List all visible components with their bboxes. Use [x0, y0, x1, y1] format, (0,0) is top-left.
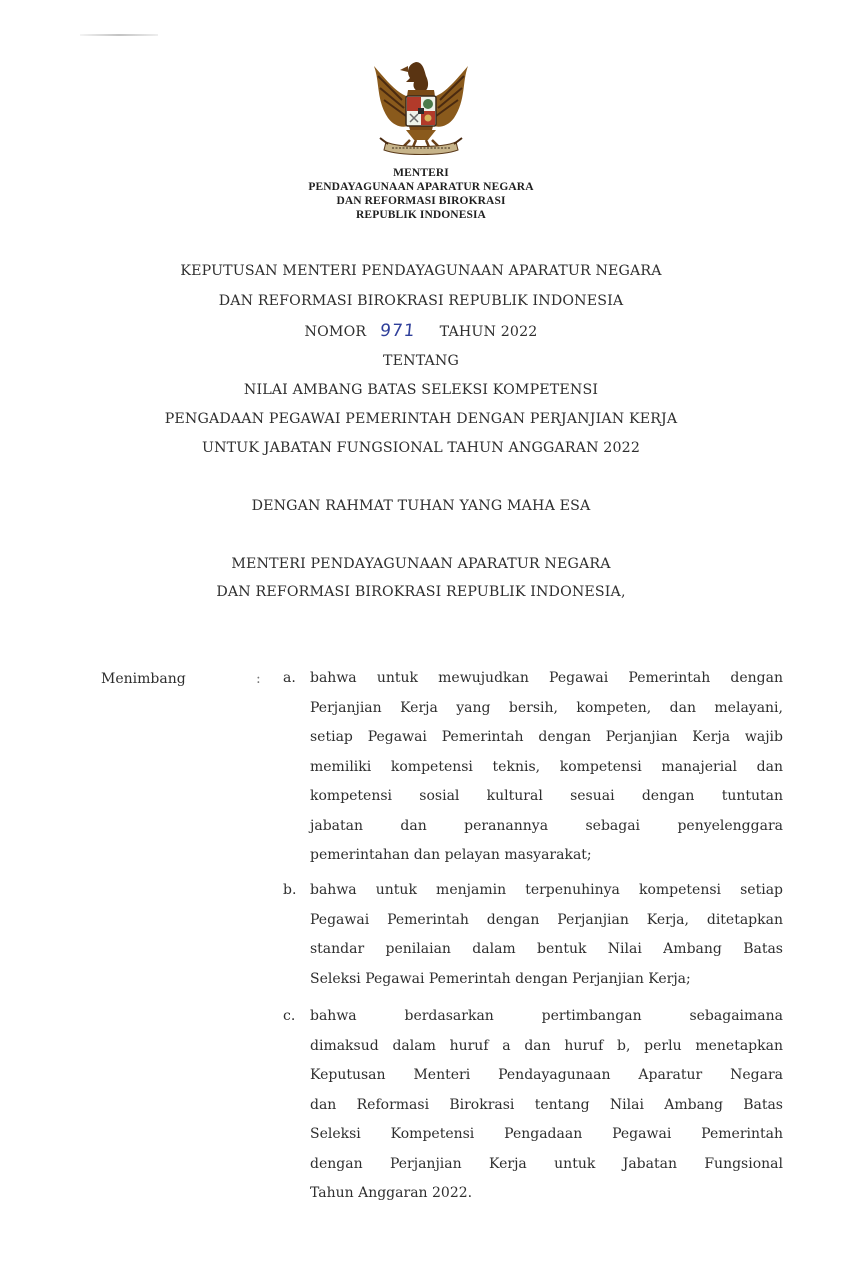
- clause-letter: b.: [283, 882, 297, 898]
- clause-line: dimaksud dalam huruf a dan huruf b, perlu menetapkan: [310, 1037, 783, 1054]
- clause-letter: a.: [283, 670, 296, 686]
- considering-clause-a: [283, 664, 783, 871]
- clause-line: Perjanjian Kerja yang bersih, kompeten, dan melayani,: [310, 699, 783, 716]
- clause-line: Seleksi Kompetensi Pengadaan Pegawai Pemerintah: [310, 1126, 783, 1142]
- clause-line: Tahun Anggaran 2022.: [310, 1185, 473, 1201]
- subject-line3: UNTUK JABATAN FUNGSIONAL TAHUN ANGGARAN 2022: [202, 440, 640, 456]
- authority-line1: MENTERI PENDAYAGUNAAN APARATUR NEGARA: [231, 556, 611, 572]
- letterhead-ministry-line2: DAN REFORMASI BIROKRASI: [336, 195, 506, 207]
- clause-line: bahwa untuk menjamin terpenuhinya kompetensi setiap: [310, 882, 783, 898]
- invocation: DENGAN RAHMAT TUHAN YANG MAHA ESA: [251, 498, 591, 514]
- considering-clause-b: [283, 876, 783, 994]
- decree-title-line2: DAN REFORMASI BIROKRASI REPUBLIK INDONESIA: [218, 293, 624, 309]
- letterhead-ministry-line1: PENDAYAGUNAAN APARATUR NEGARA: [308, 181, 534, 193]
- nomor-label: NOMOR: [304, 324, 367, 340]
- clause-line: standar penilaian dalam bentuk Nilai Ambang Batas: [310, 941, 783, 957]
- tentang-heading: TENTANG: [383, 353, 459, 369]
- garuda-pancasila-emblem-icon: [366, 56, 476, 160]
- subject-line2: PENGADAAN PEGAWAI PEMERINTAH DENGAN PERJANJIAN KERJA: [164, 411, 678, 427]
- decree-title-line1: KEPUTUSAN MENTERI PENDAYAGUNAAN APARATUR NEGARA: [180, 263, 662, 279]
- clause-line: pemerintahan dan pelayan masyarakat;: [310, 847, 592, 863]
- clause-line: dengan Perjanjian Kerja untuk Jabatan Fungsional: [310, 1155, 783, 1172]
- clause-line: jabatan dan peranannya sebagai penyelenggara: [310, 817, 783, 834]
- handwritten-decree-number: 971: [379, 321, 417, 341]
- authority-line2: DAN REFORMASI BIROKRASI REPUBLIK INDONESIA,: [216, 584, 626, 600]
- clause-line: dan Reformasi Birokrasi tentang Nilai Ambang Batas: [310, 1096, 783, 1113]
- clause-text: [310, 664, 783, 871]
- considering-clause-c: [283, 1002, 783, 1209]
- clause-letter: c.: [283, 1008, 296, 1024]
- letterhead-title: MENTERI: [393, 167, 449, 179]
- clause-line: kompetensi sosial kultural sesuai dengan tuntutan: [310, 788, 783, 804]
- clause-text: [310, 1002, 783, 1209]
- considering-label: Menimbang: [101, 671, 186, 687]
- clause-text: [310, 876, 783, 994]
- decree-number-line: [0, 322, 842, 341]
- clause-line: setiap Pegawai Pemerintah dengan Perjanjian Kerja wajib: [310, 729, 783, 745]
- clause-line: Keputusan Menteri Pendayagunaan Aparatur Negara: [310, 1067, 783, 1083]
- considering-colon: :: [256, 671, 261, 687]
- clause-line: Pegawai Pemerintah dengan Perjanjian Kerja, ditetapkan: [310, 911, 783, 928]
- tahun-label: TAHUN 2022: [439, 324, 538, 340]
- clause-line: bahwa berdasarkan pertimbangan sebagaimana: [310, 1008, 783, 1024]
- scan-artifact: [80, 34, 158, 36]
- subject-line1: NILAI AMBANG BATAS SELEKSI KOMPETENSI: [243, 382, 599, 398]
- clause-line: bahwa untuk mewujudkan Pegawai Pemerintah dengan: [310, 670, 783, 686]
- clause-line: memiliki kompetensi teknis, kompetensi manajerial dan: [310, 758, 783, 775]
- clause-line: Seleksi Pegawai Pemerintah dengan Perjanjian Kerja;: [310, 970, 691, 987]
- letterhead-country: REPUBLIK INDONESIA: [356, 209, 486, 221]
